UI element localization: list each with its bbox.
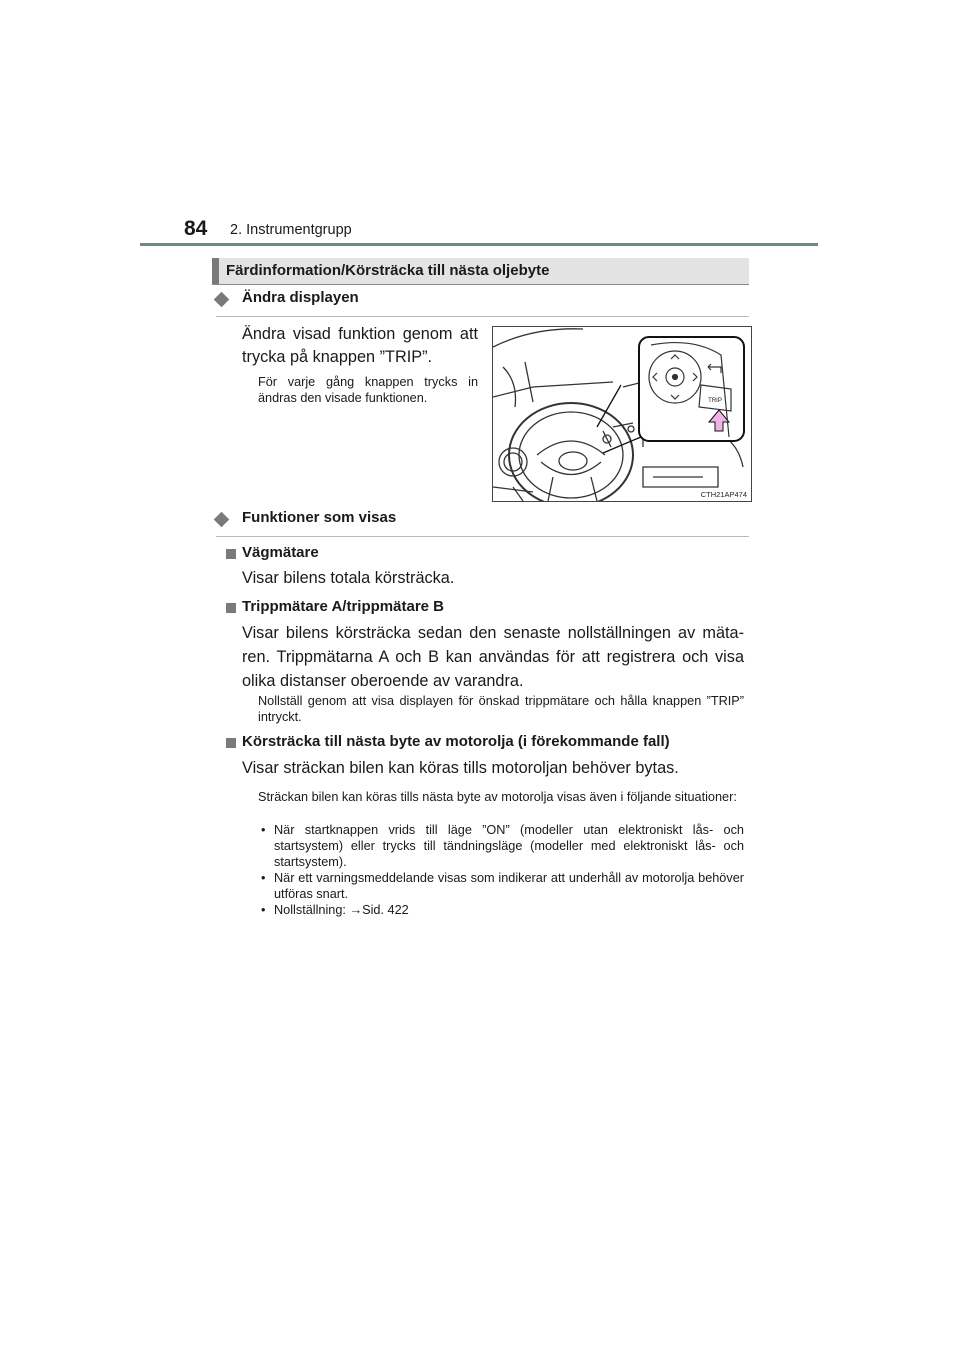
- list-item: [258, 870, 744, 902]
- bullet-dot-icon: •: [261, 871, 266, 885]
- tripmeter-text: Visar bilens körsträcka sedan den senaste nollställningen av mätaren. Trippmätarna A och B kan användas för att registrera och visa olika distanser oberoende av varandra.: [242, 624, 744, 690]
- steering-wheel-illustration: [493, 327, 751, 501]
- oil-change-text: Visar sträckan bilen kan köras tills motoroljan behöver bytas.: [242, 759, 679, 777]
- change-display-text: Ändra visad funktion genom att trycka på knappen ”TRIP”.: [242, 325, 478, 366]
- bullet-dot-icon: •: [261, 903, 266, 917]
- page-reference-link[interactable]: Nollställning: →Sid. 422: [274, 903, 409, 917]
- oil-change-note: Sträckan bilen kan köras tills nästa byte av motorolja visas även i följande situationer:: [258, 790, 737, 804]
- chapter-title: 2. Instrumentgrupp: [230, 222, 352, 238]
- diamond-icon: [214, 292, 230, 308]
- figure-trip-label: TRIP: [708, 398, 722, 404]
- section-accent: [212, 258, 219, 284]
- square-bullet-icon: [226, 549, 236, 559]
- change-display-note: För varje gång knappen trycks in ändras den visade funktionen.: [258, 375, 478, 405]
- subheading-label: Funktioner som visas: [242, 509, 397, 526]
- list-item-text: När startknappen vrids till läge ”ON” (modeller utan elektroniskt lås- och startsystem) eller trycks till tändningsläge (modeller med elektroniskt lås- och startsystem).: [274, 823, 744, 869]
- odometer-text: Visar bilens totala körsträcka.: [242, 569, 455, 587]
- list-item-text: När ett varningsmeddelande visas som indikerar att underhåll av motorolja behöver utföras snart.: [274, 871, 744, 901]
- item-title: Vägmätare: [242, 544, 319, 561]
- bullet-dot-icon: •: [261, 823, 266, 837]
- subheading-label: Ändra displayen: [242, 289, 359, 306]
- square-bullet-icon: [226, 603, 236, 613]
- oil-change-situations: [258, 822, 744, 918]
- item-title: Körsträcka till nästa byte av motorolja (i förekommande fall): [242, 733, 670, 750]
- steering-wheel-figure: [492, 326, 752, 502]
- header-rule: [140, 243, 818, 246]
- list-item: [258, 902, 744, 918]
- subheading-change-display: [216, 289, 749, 317]
- list-item: [258, 822, 744, 870]
- square-bullet-icon: [226, 738, 236, 748]
- section-header: [212, 258, 749, 285]
- section-title: Färdinformation/Körsträcka till nästa oljebyte: [226, 262, 550, 279]
- figure-code: CTH21AP474: [700, 490, 747, 499]
- tripmeter-note: Nollställ genom att visa displayen för önskad trippmätare och hålla knappen ”TRIP” intryckt.: [258, 694, 744, 724]
- page-number: 84: [184, 217, 208, 240]
- item-title: Trippmätare A/trippmätare B: [242, 598, 444, 615]
- diamond-icon: [214, 512, 230, 528]
- subheading-functions: [216, 509, 749, 537]
